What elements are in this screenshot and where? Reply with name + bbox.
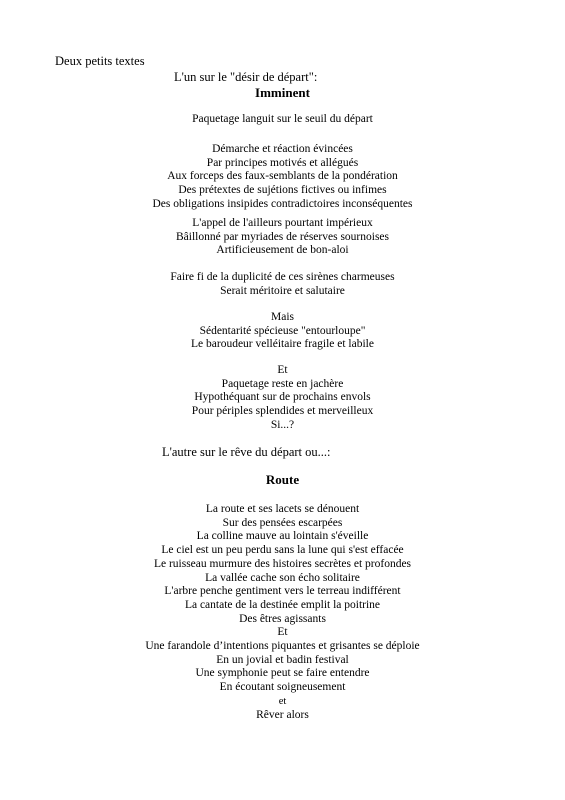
document-heading: Deux petits textes [55,54,145,68]
poem-line: Des prétextes de sujétions fictives ou infimes [178,184,387,197]
poem-line: Sur des pensées escarpées [222,516,343,529]
second-poem-title: Route [265,472,300,487]
poem-line: Rêver alors [256,708,309,721]
first-poem-stanza-5 [0,311,565,352]
poem-line: Serait méritoire et salutaire [220,284,345,297]
first-poem-stanza-6 [0,364,565,433]
first-poem-stanza-4 [0,271,565,298]
poem-line: Et [277,364,288,376]
poem-line: Et [277,626,288,639]
poem-line: Mais [271,311,294,323]
poem-line: Démarche et réaction évincées [212,143,353,155]
poem-line: Une symphonie peut se faire entendre [195,667,370,680]
poem-line: Aux forceps des faux-semblants de la pondération [167,170,398,183]
first-poem-stanza-2 [0,143,565,212]
poem-line: La cantate de la destinée emplit la poitrine [184,598,381,611]
poem-line: L'arbre penche gentiment vers le terreau indifférent [164,585,401,598]
second-poem-body [0,503,565,722]
first-poem-stanza-3 [0,217,565,258]
first-text-intro: L'un sur le "désir de départ": [174,70,318,84]
poem-line: Artificieusement de bon-aloi [216,244,349,257]
second-text-intro: L'autre sur le rêve du départ ou...: [162,445,331,459]
poem-line: La route et ses lacets se dénouent [205,503,360,515]
poem-line: Le baroudeur velléitaire fragile et labile [191,338,374,351]
poem-line: Le ciel est un peu perdu sans la lune qui s'est effacée [161,544,404,557]
poem-line: En écoutant soigneusement [219,681,346,694]
poem-line: En un jovial et badin festival [216,653,349,666]
poem-line: Des obligations insipides contradictoires inconséquentes [152,197,413,210]
poem-line: La colline mauve au lointain s'éveille [196,530,369,543]
poem-line: Par principes motivés et allégués [206,156,359,169]
first-poem-title: Imminent [255,85,310,100]
poem-line: Des êtres agissants [239,612,326,625]
poem-line: La vallée cache son écho solitaire [205,571,360,584]
poem-line: Hypothéquant sur de prochains envols [194,391,371,404]
poem-line: Paquetage reste en jachère [221,377,344,390]
poem-line: Faire fi de la duplicité de ces sirènes charmeuses [170,271,395,283]
poem-line: et [278,695,287,707]
poem-line: Bâillonné par myriades de réserves sournoises [175,230,389,243]
poem-line: Le ruisseau murmure des histoires secrètes et profondes [153,557,412,570]
poem-line: Sédentarité spécieuse "entourloupe" [199,324,366,337]
poem-line: Si...? [270,418,295,431]
poem-line: Pour périples splendides et merveilleux [191,405,374,418]
poem-line: L'appel de l'ailleurs pourtant impérieux [192,217,373,229]
first-poem-opening-line: Paquetage languit sur le seuil du départ [192,113,373,125]
poem-line: Une farandole d’intentions piquantes et grisantes se déploie [145,640,420,653]
